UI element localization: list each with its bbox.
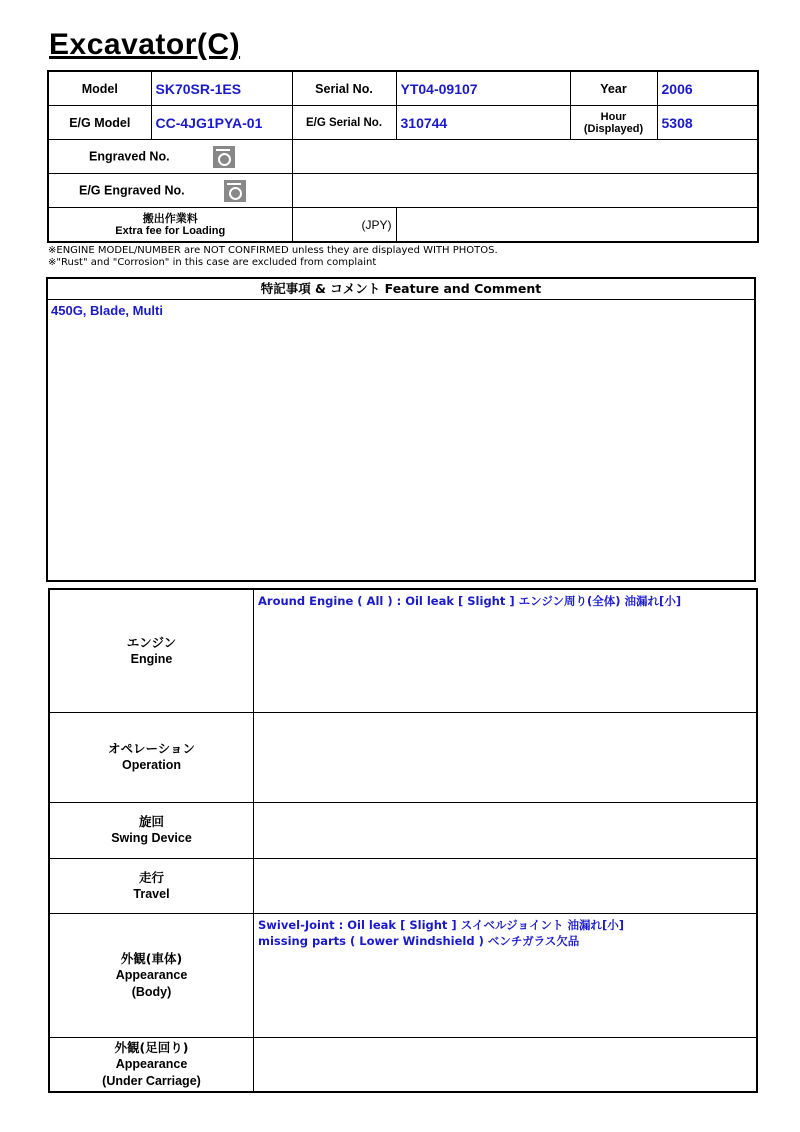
note-engine: ※ENGINE MODEL/NUMBER are NOT CONFIRMED unless they are displayed WITH PHOTOS. (48, 245, 498, 256)
eg-model-value: CC-4JG1PYA-01 (151, 106, 292, 140)
swing-label (49, 802, 254, 858)
appearance-undercarriage-notes (254, 1037, 758, 1092)
loading-fee-label-en: Extra fee for Loading (115, 224, 226, 237)
page-title: Excavator(C) (49, 28, 241, 61)
camera-icon[interactable] (224, 180, 246, 202)
appearance-body-label-en: Appearance (115, 967, 188, 982)
model-value: SK70SR-1ES (151, 71, 292, 106)
engine-label (49, 589, 254, 712)
comment-text: 450G, Blade, Multi (51, 303, 163, 318)
hour-label-line1: Hour (600, 110, 627, 123)
disclaimer-notes (48, 245, 498, 269)
engine-label-en: Engine (130, 651, 173, 666)
serial-label: Serial No. (292, 71, 396, 106)
comment-header: 特記事項 & コメント Feature and Comment (48, 279, 754, 300)
appearance-undercarriage-label-en2: (Under Carriage) (102, 1073, 201, 1088)
engine-notes (254, 589, 758, 712)
condition-table (48, 588, 758, 1093)
engraved-value (292, 140, 758, 174)
appearance-body-notes (254, 913, 758, 1037)
appearance-undercarriage-label (49, 1037, 254, 1092)
appearance-body-label (49, 913, 254, 1037)
appearance-undercarriage-label-en: Appearance (115, 1056, 188, 1071)
swing-label-jp: 旋回 (138, 814, 164, 829)
appearance-body-note-line: Swivel-Joint : Oil leak [ Slight ] スイベルジョイント 油漏れ[小] (258, 917, 624, 932)
eg-model-label: E/G Model (48, 106, 151, 140)
machine-info-table (47, 70, 759, 243)
appearance-body-label-en2: (Body) (131, 984, 172, 999)
note-rust: ※"Rust" and "Corrosion" in this case are excluded from complaint (48, 257, 377, 268)
camera-icon[interactable] (213, 146, 235, 168)
travel-label-en: Travel (133, 886, 170, 901)
operation-label (49, 712, 254, 802)
appearance-body-note-line: missing parts ( Lower Windshield ) ベンチガラス欠品 (258, 933, 580, 948)
hour-label (570, 106, 657, 140)
eg-serial-value: 310744 (396, 106, 570, 140)
hour-label-line2: (Displayed) (583, 122, 644, 135)
loading-fee-value (396, 208, 758, 243)
year-value: 2006 (657, 71, 758, 106)
swing-label-en: Swing Device (111, 831, 192, 845)
swing-notes (254, 802, 758, 858)
engine-label-jp: エンジン (126, 634, 177, 650)
hour-value: 5308 (657, 106, 758, 140)
loading-fee-currency: (JPY) (292, 208, 396, 243)
loading-fee-label (48, 208, 292, 243)
comment-box (46, 277, 756, 582)
engraved-label: Engraved No. (89, 148, 170, 163)
model-label: Model (48, 71, 151, 106)
engine-note-line: Around Engine ( All ) : Oil leak [ Slight ] エンジン周り(全体) 油漏れ[小] (258, 594, 682, 608)
loading-fee-label-jp: 搬出作業料 (142, 211, 198, 225)
travel-label (49, 858, 254, 913)
eg-engraved-label: E/G Engraved No. (79, 182, 185, 197)
eg-engraved-label-cell (48, 174, 292, 208)
operation-label-jp: オペレーション (107, 741, 195, 756)
travel-label-jp: 走行 (138, 869, 164, 885)
eg-serial-label: E/G Serial No. (292, 106, 396, 140)
travel-notes (254, 858, 758, 913)
appearance-body-label-jp: 外観(車体) (120, 950, 183, 966)
operation-label-en: Operation (121, 758, 182, 772)
serial-value: YT04-09107 (396, 71, 570, 106)
appearance-undercarriage-label-jp: 外観(足回り) (114, 1039, 189, 1055)
year-label: Year (570, 71, 657, 106)
eg-engraved-value (292, 174, 758, 208)
engraved-label-cell (48, 140, 292, 174)
operation-notes (254, 712, 758, 802)
